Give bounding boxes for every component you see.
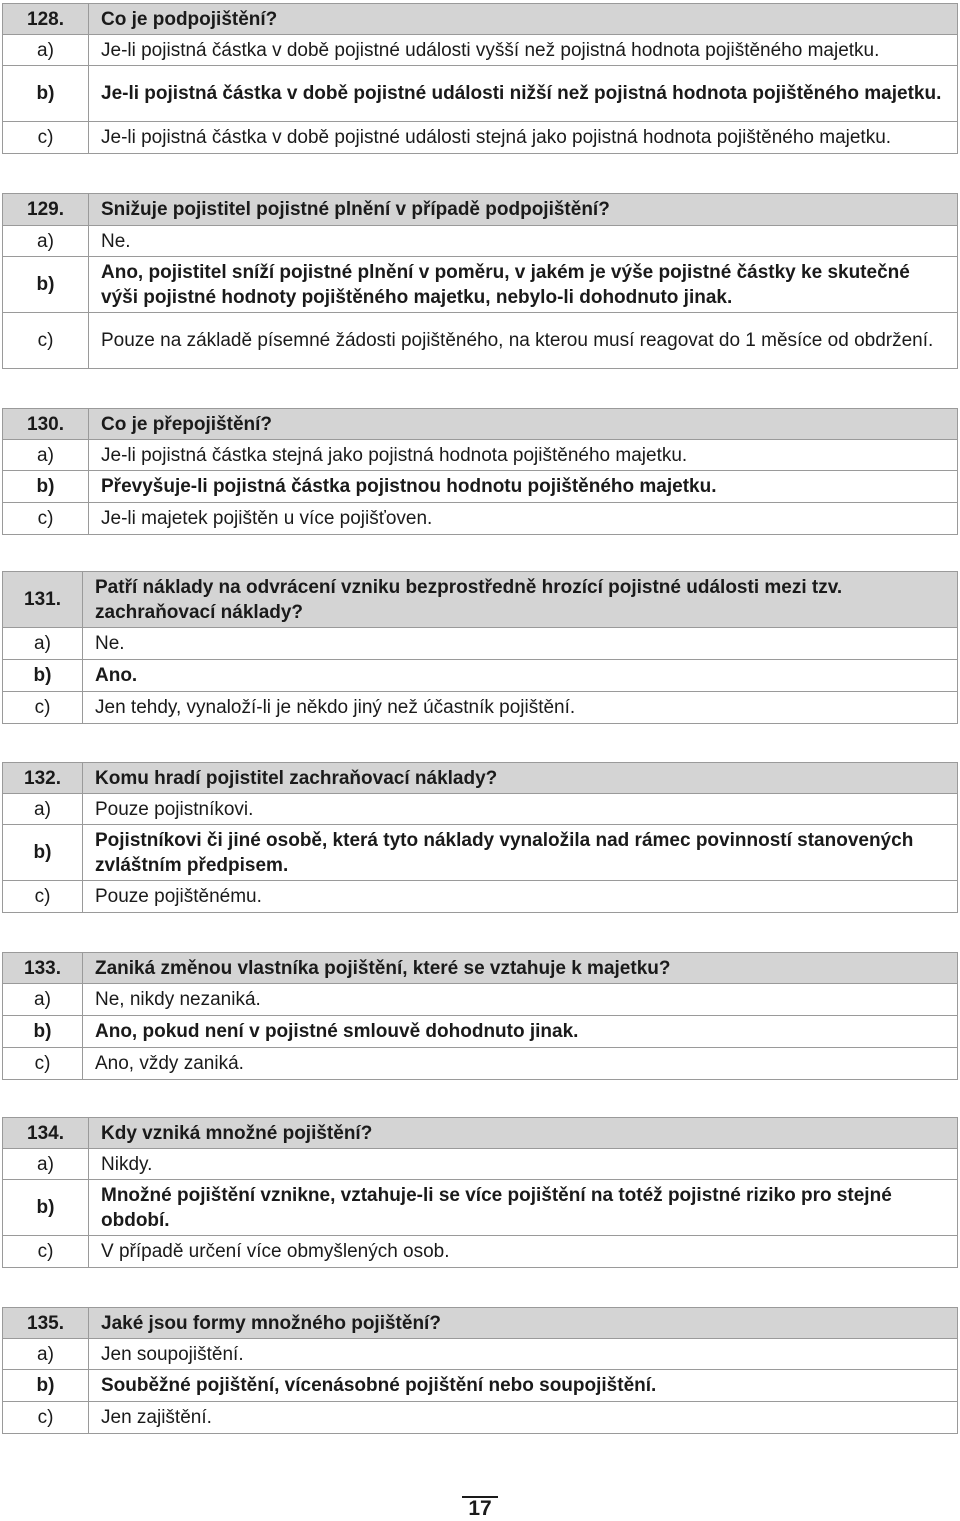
question-row (3, 1118, 958, 1149)
answer-text: Souběžné pojištění, vícenásobné pojištění nebo soupojištění. (89, 1370, 958, 1402)
answer-text: Pouze pojistníkovi. (83, 794, 958, 825)
answer-label: c) (3, 503, 89, 535)
answer-text: Nikdy. (89, 1149, 958, 1180)
question-block-132 (2, 762, 958, 913)
question-text: Co je podpojištění? (89, 4, 958, 35)
answer-row-b (3, 660, 958, 692)
question-block-131 (2, 571, 958, 724)
answer-text: Ne, nikdy nezaniká. (83, 984, 958, 1016)
question-text: Jaké jsou formy množného pojištění? (89, 1308, 958, 1339)
answer-row-b (3, 66, 958, 122)
question-row (3, 194, 958, 226)
question-number: 130. (3, 409, 89, 440)
answer-label: b) (3, 257, 89, 313)
answer-label: c) (3, 122, 89, 154)
answer-text: V případě určení více obmyšlených osob. (89, 1236, 958, 1268)
answer-row-b (3, 471, 958, 503)
answer-text: Jen soupojištění. (89, 1339, 958, 1370)
answer-text: Převyšuje-li pojistná částka pojistnou hodnotu pojištěného majetku. (89, 471, 958, 503)
answer-text: Ne. (83, 628, 958, 660)
question-row (3, 4, 958, 35)
answer-row-c (3, 692, 958, 724)
answer-label: b) (3, 660, 83, 692)
answer-text: Ano, pokud není v pojistné smlouvě dohodnuto jinak. (83, 1016, 958, 1048)
answer-label: c) (3, 1236, 89, 1268)
question-row (3, 763, 958, 794)
answer-row-a (3, 226, 958, 257)
answer-label: a) (3, 35, 89, 66)
answer-label: b) (3, 471, 89, 503)
question-block-134 (2, 1117, 958, 1268)
question-number: 134. (3, 1118, 89, 1149)
answer-label: a) (3, 440, 89, 471)
question-block-129 (2, 193, 958, 369)
answer-row-b (3, 1016, 958, 1048)
answer-label: a) (3, 1149, 89, 1180)
answer-row-a (3, 984, 958, 1016)
question-text: Patří náklady na odvrácení vzniku bezprostředně hrozící pojistné události mezi tzv. zachraňovací náklady? (83, 572, 958, 628)
answer-text: Pouze na základě písemné žádosti pojištěného, na kterou musí reagovat do 1 měsíce od obdržení. (89, 313, 958, 369)
answer-label: a) (3, 984, 83, 1016)
answer-row-a (3, 1339, 958, 1370)
question-number: 133. (3, 953, 83, 984)
answer-row-a (3, 440, 958, 471)
page-number (0, 1496, 960, 1521)
question-number: 131. (3, 572, 83, 628)
answer-label: a) (3, 794, 83, 825)
answer-text: Pojistníkovi či jiné osobě, která tyto náklady vynaložila nad rámec povinností stanovených zvláštním předpisem. (83, 825, 958, 881)
question-text: Snižuje pojistitel pojistné plnění v případě podpojištění? (89, 194, 958, 226)
answer-text: Je-li pojistná částka v době pojistné události stejná jako pojistná hodnota pojištěného majetku. (89, 122, 958, 154)
question-row (3, 1308, 958, 1339)
answer-text: Jen tehdy, vynaloží-li je někdo jiný než účastník pojištění. (83, 692, 958, 724)
answer-label: b) (3, 66, 89, 122)
answer-row-a (3, 628, 958, 660)
answer-text: Pouze pojištěnému. (83, 881, 958, 913)
answer-row-c (3, 1048, 958, 1080)
answer-label: a) (3, 628, 83, 660)
answer-row-c (3, 122, 958, 154)
answer-row-b (3, 1370, 958, 1402)
answer-text: Ano, pojistitel sníží pojistné plnění v poměru, v jakém je výše pojistné částky ke skutečné výši pojistné hodnoty pojištěného majetku, nebylo-li dohodnuto jinak. (89, 257, 958, 313)
question-block-130 (2, 408, 958, 535)
answer-text: Ano. (83, 660, 958, 692)
answer-row-c (3, 313, 958, 369)
question-block-128 (2, 3, 958, 154)
answer-label: c) (3, 881, 83, 913)
question-text: Komu hradí pojistitel zachraňovací náklady? (83, 763, 958, 794)
question-number: 135. (3, 1308, 89, 1339)
answer-label: a) (3, 1339, 89, 1370)
question-block-135 (2, 1307, 958, 1434)
answer-row-a (3, 35, 958, 66)
answer-row-b (3, 257, 958, 313)
question-number: 129. (3, 194, 89, 226)
answer-label: c) (3, 1402, 89, 1434)
answer-row-b (3, 825, 958, 881)
question-number: 132. (3, 763, 83, 794)
answer-text: Je-li majetek pojištěn u více pojišťoven. (89, 503, 958, 535)
answer-row-c (3, 1236, 958, 1268)
answer-row-c (3, 881, 958, 913)
answer-label: c) (3, 313, 89, 369)
question-block-133 (2, 952, 958, 1080)
answer-label: c) (3, 1048, 83, 1080)
answer-label: a) (3, 226, 89, 257)
answer-row-a (3, 1149, 958, 1180)
question-number: 128. (3, 4, 89, 35)
answer-text: Jen zajištění. (89, 1402, 958, 1434)
question-text: Zaniká změnou vlastníka pojištění, které se vztahuje k majetku? (83, 953, 958, 984)
answer-row-c (3, 503, 958, 535)
answer-text: Je-li pojistná částka stejná jako pojistná hodnota pojištěného majetku. (89, 440, 958, 471)
answer-label: b) (3, 1016, 83, 1048)
answer-text: Je-li pojistná částka v době pojistné události vyšší než pojistná hodnota pojištěného majetku. (89, 35, 958, 66)
answer-label: b) (3, 825, 83, 881)
question-row (3, 572, 958, 628)
answer-row-a (3, 794, 958, 825)
answer-row-c (3, 1402, 958, 1434)
answer-text: Ne. (89, 226, 958, 257)
question-text: Kdy vzniká množné pojištění? (89, 1118, 958, 1149)
answer-label: b) (3, 1370, 89, 1402)
question-row (3, 953, 958, 984)
question-row (3, 409, 958, 440)
answer-text: Je-li pojistná částka v době pojistné události nižší než pojistná hodnota pojištěného majetku. (89, 66, 958, 122)
page-number-label: 17 (462, 1496, 497, 1520)
answer-label: b) (3, 1180, 89, 1236)
answer-text: Množné pojištění vznikne, vztahuje-li se více pojištění na totéž pojistné riziko pro stejné období. (89, 1180, 958, 1236)
answer-row-b (3, 1180, 958, 1236)
question-text: Co je přepojištění? (89, 409, 958, 440)
answer-text: Ano, vždy zaniká. (83, 1048, 958, 1080)
answer-label: c) (3, 692, 83, 724)
